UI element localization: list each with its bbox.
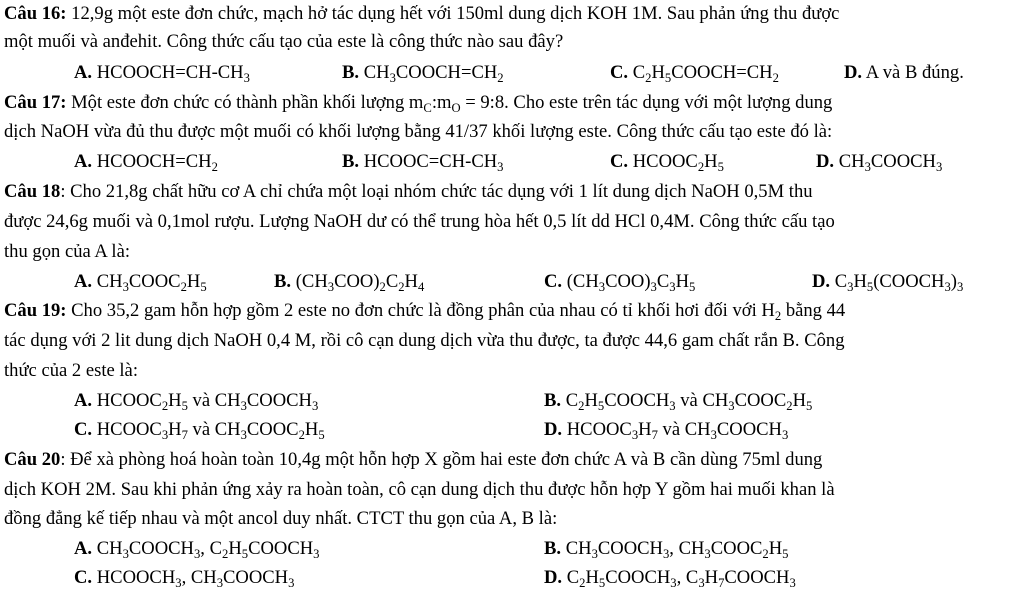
option-formula: $CH_3COOCH_3$, $CH_3COOC_2H_5$ xyxy=(565,538,789,561)
question-16-line-2 xyxy=(4,30,1020,54)
option-formula: $HCOOC_2H_5$ xyxy=(632,151,724,174)
question-20-line-3 xyxy=(4,507,1020,531)
question-17-text-1: Một este đơn chức có thành phần khối lượng $m_C:m_O$ = 9:8. Cho este trên tác dụng với một lượng dung xyxy=(66,92,833,115)
question-20-line-2 xyxy=(4,478,1020,502)
question-18-option-d[interactable]: D. $C_3H_5(COOCH_3)_3$ xyxy=(812,271,964,294)
question-17-option-a[interactable]: A. $HCOOCH=CH_2$ xyxy=(74,151,218,174)
option-formula: $HCOOC_3H_7$ và $CH_3COOCH_3$ xyxy=(566,419,789,442)
question-19-line-3 xyxy=(4,359,1020,383)
option-formula: $HCOOCH=CH-CH_3$ xyxy=(96,62,250,85)
question-18-line-3 xyxy=(4,240,1020,264)
question-18-option-a[interactable]: A. $CH_3COOC_2H_5$ xyxy=(74,271,207,294)
question-20-text-1: : Để xà phòng hoá hoàn toàn 10,4g một hỗn hợp X gồm hai este đơn chức A và B cần dùng 75ml dung xyxy=(60,449,823,470)
question-19-text-2: tác dụng với 2 lit dung dịch NaOH 0,4 M, rồi cô cạn dung dịch vừa thu được, ta được 44,6 gam chất rắn B. Công xyxy=(4,330,845,351)
question-19-option-b[interactable]: B. $C_2H_5COOCH_3$ và $CH_3COOC_2H_5$ xyxy=(544,390,813,413)
question-19-number: Câu 19: xyxy=(4,300,67,321)
question-18-text-2: được 24,6g muối và 0,1mol rượu. Lượng NaOH dư có thể trung hòa hết 0,5 lít dd HCl 0,4M. Công thức cấu tạo xyxy=(4,211,835,232)
option-formula: $CH_3COOCH_3$, $C_2H_5COOCH_3$ xyxy=(96,538,320,561)
question-17-text-2: dịch NaOH vừa đủ thu được một muối có khối lượng bằng 41/37 khối lượng este. Công thức cấu tạo este đó là: xyxy=(4,121,833,142)
question-20-text-2: dịch KOH 2M. Sau khi phản ứng xảy ra hoàn toàn, cô cạn dung dịch thu được hỗn hợp Y gồm hai muối khan là xyxy=(4,479,835,500)
question-18-option-c[interactable]: C. $(CH_3COO)_3C_3H_5$ xyxy=(544,271,696,294)
option-formula: $HCOOCH_3$, $CH_3COOCH_3$ xyxy=(96,567,295,590)
question-16-option-c[interactable]: C. $C_2H_5COOCH=CH_2$ xyxy=(610,62,779,85)
question-20-number: Câu 20 xyxy=(4,449,61,470)
question-18-text-3: thu gọn của A là: xyxy=(4,241,131,262)
option-formula: $HCOOC_2H_5$ và $CH_3COOCH_3$ xyxy=(96,390,319,413)
question-17-option-c[interactable]: C. $HCOOC_2H_5$ xyxy=(610,151,724,174)
option-formula: $HCOOC=CH-CH_3$ xyxy=(363,151,504,174)
option-formula: $HCOOCH=CH_2$ xyxy=(96,151,218,174)
question-18-number: Câu 18 xyxy=(4,181,61,202)
question-20-option-c[interactable]: C. $HCOOCH_3$, $CH_3COOCH_3$ xyxy=(74,567,295,590)
question-16-option-b[interactable]: B. $CH_3COOCH=CH_2$ xyxy=(342,62,504,85)
question-19-line-2 xyxy=(4,329,1020,353)
question-20-line-1 xyxy=(4,448,1020,472)
question-20-option-a[interactable]: A. $CH_3COOCH_3$, $C_2H_5COOCH_3$ xyxy=(74,538,320,561)
option-formula: $CH_3COOCH_3$ xyxy=(838,151,943,174)
option-formula: $CH_3COOCH=CH_2$ xyxy=(363,62,504,85)
question-16-text-2: một muối và anđehit. Công thức cấu tạo của este là công thức nào sau đây? xyxy=(4,31,564,52)
question-17-option-d[interactable]: D. $CH_3COOCH_3$ xyxy=(816,151,943,174)
question-17-line-2 xyxy=(4,120,1020,144)
question-19-option-d[interactable]: D. $HCOOC_3H_7$ và $CH_3COOCH_3$ xyxy=(544,419,789,442)
question-17-option-b[interactable]: B. $HCOOC=CH-CH_3$ xyxy=(342,151,504,174)
question-16-option-d[interactable]: D. A và B đúng. xyxy=(844,62,964,83)
question-18-line-2 xyxy=(4,210,1020,234)
question-17-line-1 xyxy=(4,91,1020,115)
option-formula: $CH_3COOC_2H_5$ xyxy=(96,271,207,294)
question-16-line-1 xyxy=(4,2,1020,26)
option-formula: $C_2H_5COOCH=CH_2$ xyxy=(632,62,779,85)
question-20-text-3: đồng đẳng kế tiếp nhau và một ancol duy nhất. CTCT thu gọn của A, B là: xyxy=(4,508,558,529)
option-formula: $HCOOC_3H_7$ và $CH_3COOC_2H_5$ xyxy=(96,419,325,442)
question-17-number: Câu 17: xyxy=(4,92,67,113)
question-16-number: Câu 16: xyxy=(4,3,67,24)
question-18-text-1: : Cho 21,8g chất hữu cơ A chỉ chứa một loại nhóm chức tác dụng với 1 lít dung dịch NaOH 0,5M thu xyxy=(60,181,813,202)
question-19-line-1 xyxy=(4,299,1020,323)
question-18-line-1 xyxy=(4,180,1020,204)
question-18-option-b[interactable]: B. $(CH_3COO)_2C_2H_4$ xyxy=(274,271,425,294)
question-20-option-b[interactable]: B. $CH_3COOCH_3$, $CH_3COOC_2H_5$ xyxy=(544,538,789,561)
question-16-option-a[interactable]: A. $HCOOCH=CH-CH_3$ xyxy=(74,62,250,85)
question-19-text-3: thức của 2 este là: xyxy=(4,360,138,381)
option-formula: A và B đúng. xyxy=(865,62,964,83)
question-19-option-a[interactable]: A. $HCOOC_2H_5$ và $CH_3COOCH_3$ xyxy=(74,390,319,413)
question-16-text-1: 12,9g một este đơn chức, mạch hở tác dụng hết với 150ml dung dịch KOH 1M. Sau phản ứng thu được xyxy=(66,3,840,24)
question-19-text-1: Cho 35,2 gam hỗn hợp gồm 2 este no đơn chức là đồng phân của nhau có tỉ khối hơi đối với $H_2$ bằng 44 xyxy=(66,300,846,323)
option-formula: $C_2H_5COOCH_3$, $C_3H_7COOCH_3$ xyxy=(566,567,796,590)
option-formula: $C_3H_5(COOCH_3)_3$ xyxy=(834,271,964,294)
question-19-option-c[interactable]: C. $HCOOC_3H_7$ và $CH_3COOC_2H_5$ xyxy=(74,419,325,442)
option-formula: $(CH_3COO)_2C_2H_4$ xyxy=(295,271,425,294)
option-formula: $C_2H_5COOCH_3$ và $CH_3COOC_2H_5$ xyxy=(565,390,813,413)
question-20-option-d[interactable]: D. $C_2H_5COOCH_3$, $C_3H_7COOCH_3$ xyxy=(544,567,796,590)
option-formula: $(CH_3COO)_3C_3H_5$ xyxy=(566,271,696,294)
